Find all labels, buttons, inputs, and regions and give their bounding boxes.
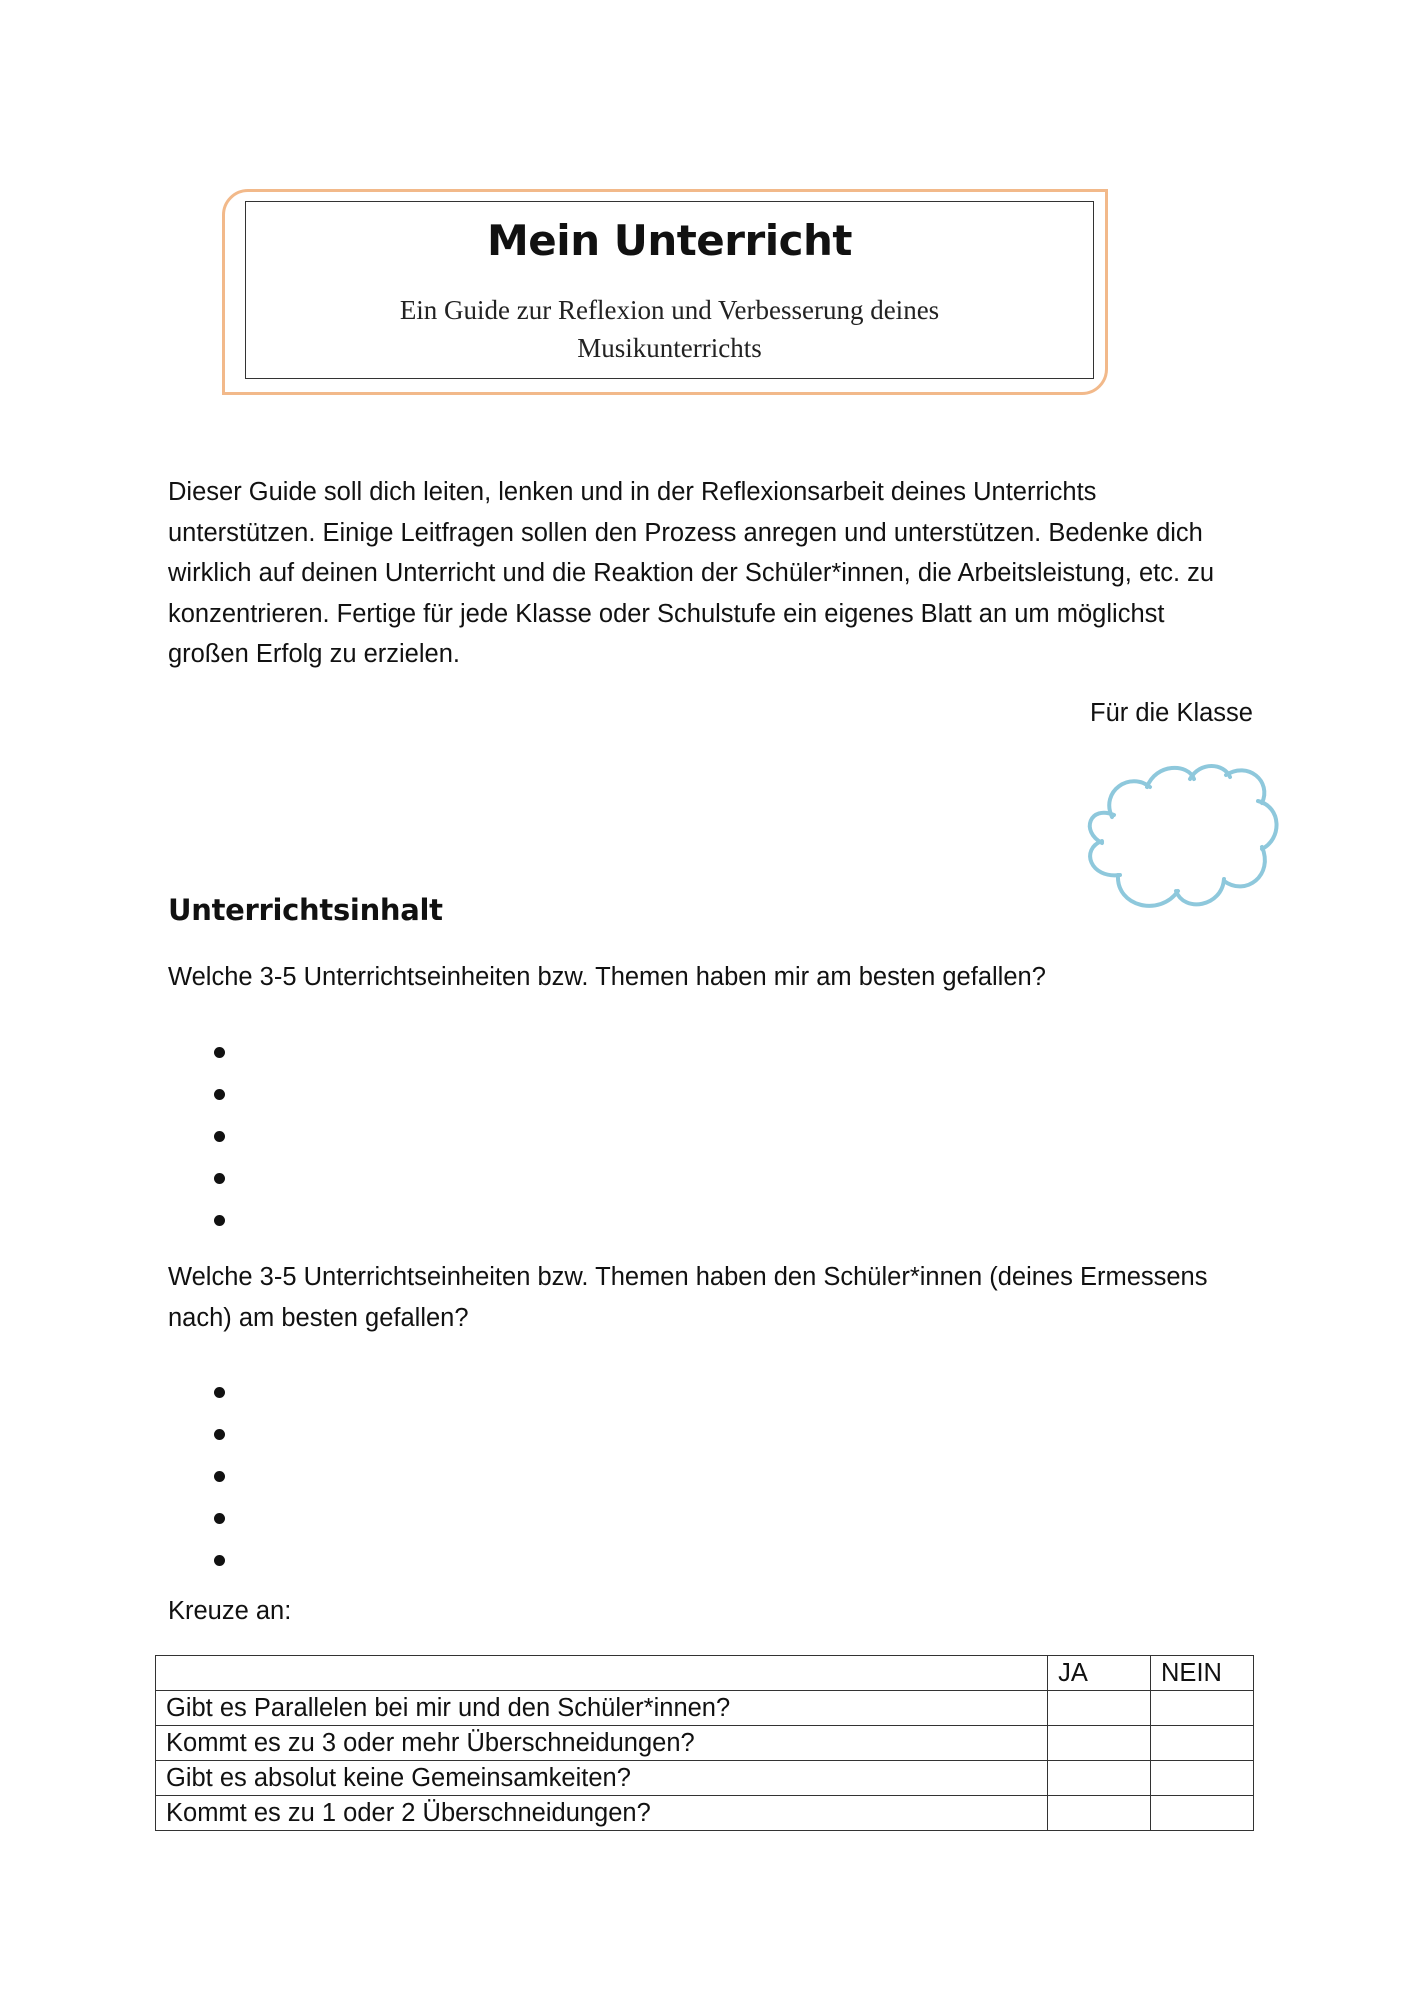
checkbox-ja-cell[interactable]: [1048, 1691, 1151, 1726]
column-header-nein: NEIN: [1151, 1656, 1254, 1691]
table-row: [156, 1691, 1254, 1726]
table-row: [156, 1761, 1254, 1796]
checkbox-nein-cell[interactable]: [1151, 1761, 1254, 1796]
intro-paragraph: Dieser Guide soll dich leiten, lenken und in der Reflexionsarbeit deines Unterrichts unterstützen. Einige Leitfragen sollen den Prozess anregen und unterstützen. Bedenke dich wirklich auf deinen Unterricht und die Reaktion der Schüler*innen, die Arbeitsleistung, etc. zu konzentrieren. Fertige für jede Klasse oder Schulstufe ein eigenes Blatt an um möglichst großen Erfolg zu erzielen.: [168, 478, 1215, 668]
checkbox-ja-cell[interactable]: [1048, 1796, 1151, 1831]
table-row: [156, 1796, 1254, 1831]
table-header-row: [156, 1656, 1254, 1691]
question-2: Welche 3-5 Unterrichtseinheiten bzw. Themen haben den Schüler*innen (deines Ermessens nach) am besten gefallen?: [168, 1263, 1208, 1332]
table-row: [156, 1726, 1254, 1761]
cloud-outline-icon[interactable]: [1072, 757, 1296, 937]
klasse-label: Für die Klasse: [1090, 699, 1253, 727]
question-1: Welche 3-5 Unterrichtseinheiten bzw. Themen haben mir am besten gefallen?: [168, 963, 1046, 991]
row-question: Kommt es zu 3 oder mehr Überschneidungen?: [156, 1726, 1048, 1761]
header-box: [245, 201, 1094, 379]
checkbox-nein-cell[interactable]: [1151, 1796, 1254, 1831]
page-subtitle: Ein Guide zur Reflexion und Verbesserung deines Musikunterrichts: [399, 295, 940, 363]
checkbox-ja-cell[interactable]: [1048, 1761, 1151, 1796]
page-title: Mein Unterricht: [487, 216, 852, 265]
kreuze-an-label: Kreuze an:: [168, 1597, 292, 1625]
column-header-ja: JA: [1048, 1656, 1151, 1691]
row-question: Kommt es zu 1 oder 2 Überschneidungen?: [156, 1796, 1048, 1831]
table-header-empty: [156, 1656, 1048, 1691]
checkbox-nein-cell[interactable]: [1151, 1726, 1254, 1761]
checkbox-nein-cell[interactable]: [1151, 1691, 1254, 1726]
section-heading-unterrichtsinhalt: Unterrichtsinhalt: [168, 893, 443, 927]
row-question: Gibt es Parallelen bei mir und den Schüler*innen?: [156, 1691, 1048, 1726]
row-question: Gibt es absolut keine Gemeinsamkeiten?: [156, 1761, 1048, 1796]
checkbox-ja-cell[interactable]: [1048, 1726, 1151, 1761]
checklist-table: [155, 1655, 1254, 1831]
